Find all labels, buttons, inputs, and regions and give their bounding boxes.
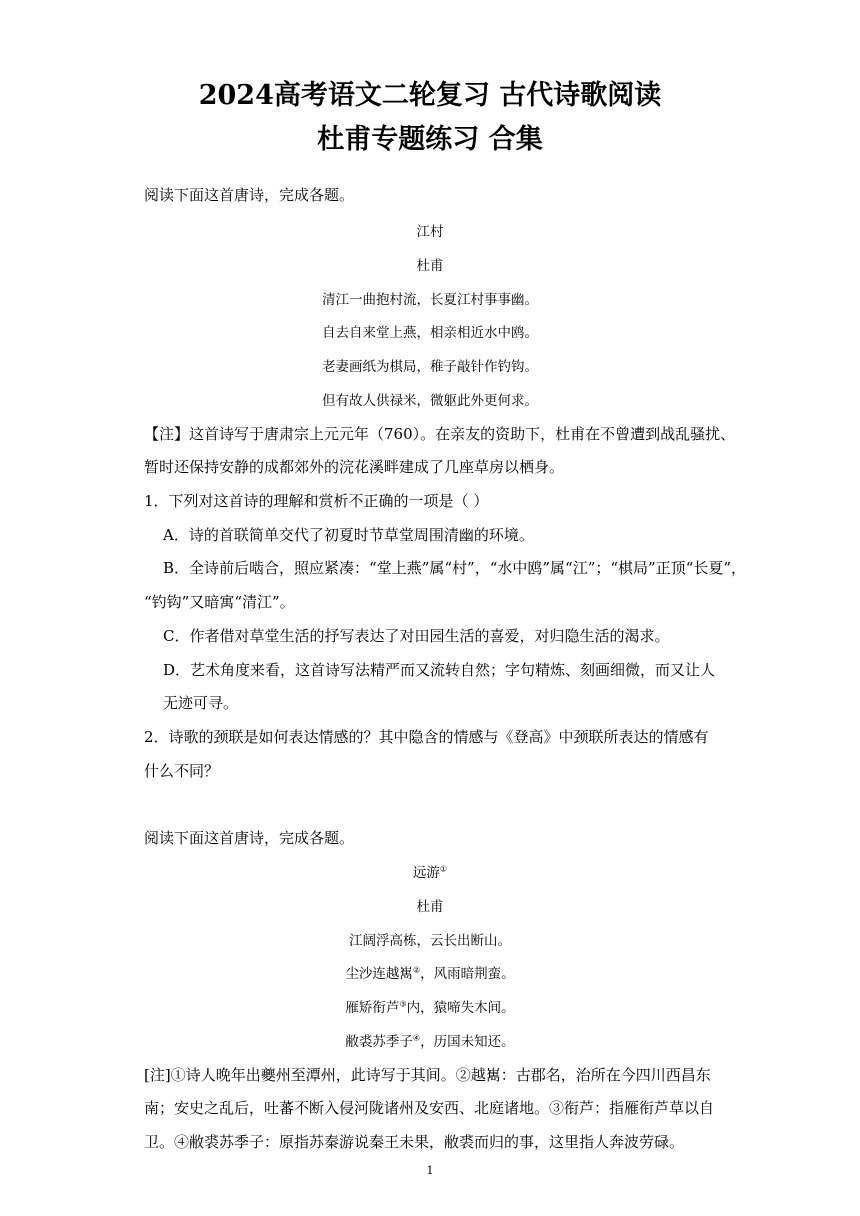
poem1-title: 江村 <box>416 224 444 240</box>
poem1-line: 但有故人供禄米，微躯此外更何求。 <box>322 393 538 409</box>
poem1-line: 清江一曲抱村流，长夏江村事事幽。 <box>322 292 538 308</box>
poem2-title <box>0 861 860 881</box>
poem2-line-text: 尘沙连越嶲 <box>345 966 413 982</box>
section1-instruction: 阅读下面这首唐诗，完成各题。 <box>144 186 355 204</box>
note2-line2: 南；安史之乱后，吐蕃不断入侵河陇诸州及安西、北庭诸地。③衔芦：指雁衔芦草以自 <box>144 1099 715 1117</box>
section2-instruction: 阅读下面这首唐诗，完成各题。 <box>144 829 355 847</box>
question1-option-b-line1: B．全诗前后啮合，照应紧凑：“堂上燕”属“村”，“水中鸥”属“江”；“棋局”正顶“长夏”， <box>163 559 747 577</box>
poem2-author: 杜甫 <box>416 899 444 915</box>
note1-line1: 【注】这首诗写于唐肃宗上元元年（760）。在亲友的资助下，杜甫在不曾遭到战乱骚扰、 <box>144 425 736 443</box>
poem1-line: 老妻画纸为棋局，稚子敲针作钓钩。 <box>322 359 538 375</box>
footnote-marker: ① <box>439 864 448 874</box>
footnote-marker: ② <box>412 965 421 975</box>
question1-stem: 1．下列对这首诗的理解和赏析不正确的一项是（ ） <box>144 492 489 510</box>
document-title-line1: 2024高考语文二轮复习 古代诗歌阅读 <box>198 80 662 111</box>
poem2-line-text: 雁矫衔芦 <box>345 1000 400 1016</box>
question1-option-b-line2: “钓钩”又暗寓“清江”。 <box>144 593 295 611</box>
question2-line2: 什么不同？ <box>144 762 220 780</box>
poem2-line: 江阔浮高栋，云长出断山。 <box>349 933 511 949</box>
note1-line2: 暂时还保持安静的成都郊外的浣花溪畔建成了几座草房以栖身。 <box>144 458 565 476</box>
question1-option-c: C．作者借对草堂生活的抒写表达了对田园生活的喜爱，对归隐生活的渴求。 <box>163 627 670 645</box>
question2-line1: 2．诗歌的颈联是如何表达情感的？其中隐含的情感与《登高》中颈联所表达的情感有 <box>144 728 709 746</box>
page-number: 1 <box>426 1164 434 1177</box>
poem1-line: 自去自来堂上燕，相亲相近水中鸥。 <box>322 325 538 341</box>
poem2-title-text: 远游 <box>412 865 440 881</box>
poem2-line-text: 敝裘苏季子 <box>345 1034 413 1050</box>
question1-option-d-line2: 无迹可寻。 <box>163 694 239 712</box>
question1-option-a: A．诗的首联简单交代了初夏时节草堂周围清幽的环境。 <box>163 526 534 544</box>
note2-line1: [注]①诗人晚年出夔州至潭州，此诗写于其间。②越嶲：古郡名，治所在今四川西昌东 <box>144 1066 711 1084</box>
question1-option-d-line1: D．艺术角度来看，这首诗写法精严而又流转自然；字句精炼、刻画细微，而又让人 <box>163 661 716 679</box>
note2-line3: 卫。④敝裘苏季子：原指苏秦游说秦王未果，敝裘而归的事，这里指人奔波劳碌。 <box>144 1133 685 1151</box>
poem2-line <box>0 962 860 982</box>
poem2-line-text: ，历国未知还。 <box>420 1034 515 1050</box>
poem2-line-text: ，风雨暗荆蛮。 <box>420 966 515 982</box>
poem2-line-text: 内，猿啼失木间。 <box>406 1000 515 1016</box>
footnote-marker: ④ <box>412 1033 421 1043</box>
footnote-marker: ③ <box>399 999 407 1009</box>
poem2-line <box>0 996 860 1016</box>
document-title-line2: 杜甫专题练习 合集 <box>317 124 543 155</box>
poem2-line <box>0 1030 860 1050</box>
poem1-author: 杜甫 <box>416 258 444 274</box>
